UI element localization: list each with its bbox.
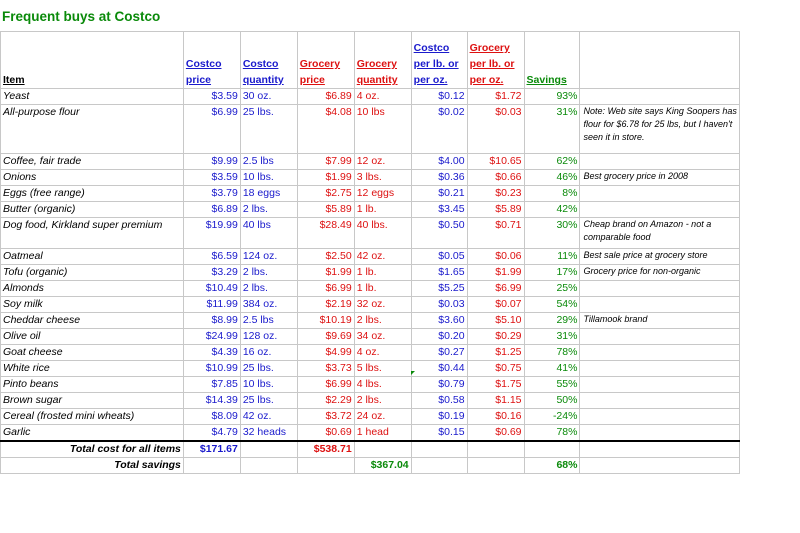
cell-note[interactable]	[580, 329, 740, 345]
cell-grocery-price[interactable]: $7.99	[297, 154, 354, 170]
cell-costco-quantity[interactable]: 25 lbs.	[240, 361, 297, 377]
cell-grocery-per-unit[interactable]: $0.69	[467, 425, 524, 442]
cell-costco-price[interactable]: $8.99	[183, 313, 240, 329]
cell-grocery-per-unit[interactable]: $0.03	[467, 105, 524, 154]
cell-costco-per-unit[interactable]: $0.02	[411, 105, 467, 154]
cell-costco-per-unit[interactable]: $0.15	[411, 425, 467, 442]
grocery-total[interactable]: $538.71	[297, 441, 354, 458]
cell-note[interactable]	[580, 154, 740, 170]
cell-item[interactable]: White rice	[1, 361, 184, 377]
cell-costco-quantity[interactable]: 10 lbs.	[240, 377, 297, 393]
cell-costco-price[interactable]: $14.39	[183, 393, 240, 409]
cell-grocery-per-unit[interactable]: $1.75	[467, 377, 524, 393]
cell-note[interactable]	[580, 409, 740, 425]
cell-savings[interactable]: 54%	[524, 297, 580, 313]
cell-grocery-quantity[interactable]: 4 oz.	[354, 89, 411, 105]
cell-grocery-per-unit[interactable]: $0.16	[467, 409, 524, 425]
cell-costco-price[interactable]: $10.49	[183, 281, 240, 297]
cell-costco-quantity[interactable]: 2 lbs.	[240, 265, 297, 281]
sheet-title[interactable]: Frequent buys at Costco	[2, 9, 161, 24]
cell-savings[interactable]: 17%	[524, 265, 580, 281]
cell-savings[interactable]: 62%	[524, 154, 580, 170]
cell-costco-per-unit[interactable]: $0.58	[411, 393, 467, 409]
cell-savings[interactable]: 29%	[524, 313, 580, 329]
cell-savings[interactable]: 31%	[524, 105, 580, 154]
cell-grocery-price[interactable]: $1.99	[297, 170, 354, 186]
cell-grocery-per-unit[interactable]: $0.71	[467, 218, 524, 249]
cell-costco-quantity[interactable]: 384 oz.	[240, 297, 297, 313]
cell-grocery-per-unit[interactable]: $5.89	[467, 202, 524, 218]
empty-cell[interactable]	[580, 458, 740, 474]
cell-item[interactable]: Almonds	[1, 281, 184, 297]
cell-item[interactable]: Oatmeal	[1, 249, 184, 265]
header-grocery-per-unit[interactable]: Grocery per lb. or per oz.	[467, 32, 524, 89]
header-grocery-price[interactable]: Grocery price	[297, 32, 354, 89]
cell-grocery-price[interactable]: $3.72	[297, 409, 354, 425]
costco-total[interactable]: $171.67	[183, 441, 240, 458]
cell-grocery-price[interactable]: $4.99	[297, 345, 354, 361]
cell-grocery-quantity[interactable]: 2 lbs.	[354, 313, 411, 329]
cell-costco-per-unit[interactable]: $0.36	[411, 170, 467, 186]
header-grocery-quantity[interactable]: Grocery quantity	[354, 32, 411, 89]
cell-item[interactable]: Pinto beans	[1, 377, 184, 393]
cell-grocery-per-unit[interactable]: $0.75	[467, 361, 524, 377]
cell-costco-per-unit[interactable]: $0.20	[411, 329, 467, 345]
cell-grocery-per-unit[interactable]: $0.23	[467, 186, 524, 202]
cell-costco-price[interactable]: $3.59	[183, 89, 240, 105]
table-row	[1, 265, 740, 281]
cell-grocery-price[interactable]: $6.89	[297, 89, 354, 105]
cell-costco-price[interactable]: $24.99	[183, 329, 240, 345]
table-row	[1, 154, 740, 170]
cell-savings[interactable]: 93%	[524, 89, 580, 105]
cell-grocery-per-unit[interactable]: $6.99	[467, 281, 524, 297]
cell-costco-price[interactable]: $4.39	[183, 345, 240, 361]
table-row	[1, 297, 740, 313]
cell-grocery-price[interactable]: $2.75	[297, 186, 354, 202]
cell-note[interactable]: Best grocery price in 2008	[580, 170, 740, 186]
cell-costco-price[interactable]: $6.59	[183, 249, 240, 265]
cell-grocery-quantity[interactable]: 5 lbs.	[354, 361, 411, 377]
cell-grocery-quantity[interactable]: 1 lb.	[354, 281, 411, 297]
table-row	[1, 313, 740, 329]
empty-cell[interactable]	[240, 458, 297, 474]
cell-costco-per-unit[interactable]: $0.12	[411, 89, 467, 105]
cell-costco-per-unit[interactable]: $0.03	[411, 297, 467, 313]
empty-cell[interactable]	[467, 458, 524, 474]
cell-costco-per-unit[interactable]: $0.21	[411, 186, 467, 202]
cell-note[interactable]	[580, 377, 740, 393]
cell-item[interactable]: Coffee, fair trade	[1, 154, 184, 170]
cell-grocery-price[interactable]: $1.99	[297, 265, 354, 281]
cell-costco-quantity[interactable]: 2.5 lbs	[240, 154, 297, 170]
cell-costco-per-unit[interactable]: $0.79	[411, 377, 467, 393]
cell-costco-per-unit[interactable]: $0.27	[411, 345, 467, 361]
table-row	[1, 249, 740, 265]
cell-costco-price[interactable]: $19.99	[183, 218, 240, 249]
cell-note[interactable]	[580, 281, 740, 297]
cell-costco-quantity[interactable]: 40 lbs	[240, 218, 297, 249]
cell-grocery-quantity[interactable]: 4 lbs.	[354, 377, 411, 393]
table-row	[1, 89, 740, 105]
cell-grocery-quantity[interactable]: 32 oz.	[354, 297, 411, 313]
empty-cell[interactable]	[580, 441, 740, 458]
table-row	[1, 393, 740, 409]
cell-grocery-quantity[interactable]: 24 oz.	[354, 409, 411, 425]
header-costco-per-unit[interactable]: Costco per lb. or per oz.	[411, 32, 467, 89]
cell-grocery-per-unit[interactable]: $0.07	[467, 297, 524, 313]
cell-grocery-price[interactable]: $6.99	[297, 377, 354, 393]
cell-grocery-quantity[interactable]: 12 eggs	[354, 186, 411, 202]
cell-grocery-price[interactable]: $4.08	[297, 105, 354, 154]
cell-costco-quantity[interactable]: 25 lbs.	[240, 105, 297, 154]
header-row	[1, 32, 740, 89]
cell-grocery-per-unit[interactable]: $0.29	[467, 329, 524, 345]
cell-grocery-price[interactable]: $9.69	[297, 329, 354, 345]
cell-grocery-per-unit[interactable]: $1.15	[467, 393, 524, 409]
cell-costco-quantity[interactable]: 25 lbs.	[240, 393, 297, 409]
cell-grocery-quantity[interactable]: 12 oz.	[354, 154, 411, 170]
cell-note[interactable]: Cheap brand on Amazon - not a comparable food	[580, 218, 740, 249]
cell-savings[interactable]: 11%	[524, 249, 580, 265]
cell-grocery-per-unit[interactable]: $10.65	[467, 154, 524, 170]
cell-item[interactable]: Dog food, Kirkland super premium	[1, 218, 184, 249]
cell-grocery-quantity[interactable]: 10 lbs	[354, 105, 411, 154]
cell-costco-quantity[interactable]: 16 oz.	[240, 345, 297, 361]
cell-costco-price[interactable]: $7.85	[183, 377, 240, 393]
cell-note[interactable]: Best sale price at grocery store	[580, 249, 740, 265]
cell-grocery-quantity[interactable]: 42 oz.	[354, 249, 411, 265]
cell-grocery-price[interactable]: $28.49	[297, 218, 354, 249]
cell-costco-per-unit[interactable]: $0.44	[411, 361, 467, 377]
cell-costco-per-unit[interactable]: $1.65	[411, 265, 467, 281]
header-item[interactable]: Item	[1, 32, 184, 89]
cell-costco-per-unit[interactable]: $3.60	[411, 313, 467, 329]
cell-note[interactable]: Tillamook brand	[580, 313, 740, 329]
cell-grocery-quantity[interactable]: 4 oz.	[354, 345, 411, 361]
header-costco-quantity[interactable]: Costco quantity	[240, 32, 297, 89]
cell-note[interactable]	[580, 297, 740, 313]
cell-item[interactable]: Olive oil	[1, 329, 184, 345]
cell-grocery-quantity[interactable]: 2 lbs.	[354, 393, 411, 409]
cell-savings[interactable]: 41%	[524, 361, 580, 377]
error-indicator-icon	[411, 371, 415, 375]
cell-grocery-price[interactable]: $6.99	[297, 281, 354, 297]
cell-savings[interactable]: 55%	[524, 377, 580, 393]
cell-costco-per-unit[interactable]: $0.50	[411, 218, 467, 249]
cell-savings[interactable]: 78%	[524, 425, 580, 442]
cell-item[interactable]: Tofu (organic)	[1, 265, 184, 281]
table-row	[1, 105, 740, 154]
empty-cell[interactable]	[354, 441, 411, 458]
cell-costco-quantity[interactable]: 2.5 lbs	[240, 313, 297, 329]
cell-savings[interactable]: 31%	[524, 329, 580, 345]
cell-costco-price[interactable]: $11.99	[183, 297, 240, 313]
price-comparison-table	[0, 31, 740, 474]
cell-note[interactable]	[580, 202, 740, 218]
cell-grocery-price[interactable]: $5.89	[297, 202, 354, 218]
cell-grocery-price[interactable]: $0.69	[297, 425, 354, 442]
cell-grocery-per-unit[interactable]: $1.25	[467, 345, 524, 361]
cell-grocery-quantity[interactable]: 3 lbs.	[354, 170, 411, 186]
cell-grocery-per-unit[interactable]: $1.72	[467, 89, 524, 105]
table-row	[1, 218, 740, 249]
cell-grocery-quantity[interactable]: 1 head	[354, 425, 411, 442]
cell-costco-quantity[interactable]: 32 heads	[240, 425, 297, 442]
cell-costco-quantity[interactable]: 128 oz.	[240, 329, 297, 345]
cell-item[interactable]: All-purpose flour	[1, 105, 184, 154]
cell-grocery-per-unit[interactable]: $5.10	[467, 313, 524, 329]
cell-costco-quantity[interactable]: 2 lbs.	[240, 202, 297, 218]
cell-item[interactable]: Onions	[1, 170, 184, 186]
cell-grocery-quantity[interactable]: 1 lb.	[354, 202, 411, 218]
total-cost-label[interactable]: Total cost for all items	[1, 441, 184, 458]
cell-costco-quantity[interactable]: 124 oz.	[240, 249, 297, 265]
cell-item[interactable]: Eggs (free range)	[1, 186, 184, 202]
empty-cell[interactable]	[297, 458, 354, 474]
table-row	[1, 202, 740, 218]
cell-costco-price[interactable]: $6.89	[183, 202, 240, 218]
cell-note[interactable]	[580, 89, 740, 105]
table-row	[1, 409, 740, 425]
cell-grocery-quantity[interactable]: 34 oz.	[354, 329, 411, 345]
table-row	[1, 186, 740, 202]
cell-costco-quantity[interactable]: 30 oz.	[240, 89, 297, 105]
cell-costco-price[interactable]: $3.59	[183, 170, 240, 186]
cell-grocery-price[interactable]: $2.50	[297, 249, 354, 265]
table-row	[1, 170, 740, 186]
header-notes[interactable]	[580, 32, 740, 89]
cell-savings[interactable]: 42%	[524, 202, 580, 218]
cell-note[interactable]	[580, 425, 740, 442]
cell-costco-quantity[interactable]: 18 eggs	[240, 186, 297, 202]
table-row	[1, 377, 740, 393]
cell-savings[interactable]: 78%	[524, 345, 580, 361]
cell-savings[interactable]: 46%	[524, 170, 580, 186]
cell-item[interactable]: Yeast	[1, 89, 184, 105]
table-row	[1, 425, 740, 442]
cell-costco-per-unit[interactable]: $3.45	[411, 202, 467, 218]
empty-cell[interactable]	[411, 441, 467, 458]
table-row	[1, 281, 740, 297]
empty-cell[interactable]	[524, 441, 580, 458]
cell-item[interactable]: Cereal (frosted mini wheats)	[1, 409, 184, 425]
table-row	[1, 329, 740, 345]
cell-grocery-quantity[interactable]: 1 lb.	[354, 265, 411, 281]
cell-costco-price[interactable]: $4.79	[183, 425, 240, 442]
empty-cell[interactable]	[467, 441, 524, 458]
cell-grocery-price[interactable]: $2.29	[297, 393, 354, 409]
cell-costco-quantity[interactable]: 2 lbs.	[240, 281, 297, 297]
cell-costco-per-unit[interactable]: $5.25	[411, 281, 467, 297]
cell-costco-quantity[interactable]: 10 lbs.	[240, 170, 297, 186]
cell-item[interactable]: Soy milk	[1, 297, 184, 313]
cell-savings[interactable]: 30%	[524, 218, 580, 249]
empty-cell[interactable]	[240, 441, 297, 458]
cell-savings[interactable]: 25%	[524, 281, 580, 297]
cell-item[interactable]: Brown sugar	[1, 393, 184, 409]
cell-note[interactable]	[580, 393, 740, 409]
cell-costco-price[interactable]: $6.99	[183, 105, 240, 154]
cell-costco-price[interactable]: $3.79	[183, 186, 240, 202]
cell-note[interactable]: Note: Web site says King Soopers has flour for $6.78 for 25 lbs, but I haven't seen it in store.	[580, 105, 740, 154]
cell-note[interactable]	[580, 186, 740, 202]
table-row	[1, 345, 740, 361]
cell-item[interactable]: Garlic	[1, 425, 184, 442]
header-savings[interactable]: Savings	[524, 32, 580, 89]
cell-costco-per-unit[interactable]: $0.05	[411, 249, 467, 265]
cell-item[interactable]: Cheddar cheese	[1, 313, 184, 329]
cell-savings[interactable]: -24%	[524, 409, 580, 425]
cell-grocery-per-unit[interactable]: $1.99	[467, 265, 524, 281]
cell-costco-price[interactable]: $10.99	[183, 361, 240, 377]
header-costco-price[interactable]: Costco price	[183, 32, 240, 89]
cell-note[interactable]	[580, 361, 740, 377]
cell-costco-per-unit[interactable]: $4.00	[411, 154, 467, 170]
total-savings-amount[interactable]: $367.04	[354, 458, 411, 474]
cell-costco-per-unit[interactable]: $0.19	[411, 409, 467, 425]
cell-savings[interactable]: 8%	[524, 186, 580, 202]
cell-note[interactable]: Grocery price for non-organic	[580, 265, 740, 281]
total-savings-percent[interactable]: 68%	[524, 458, 580, 474]
table-row	[1, 361, 740, 377]
total-savings-label[interactable]: Total savings	[1, 458, 184, 474]
cell-grocery-price[interactable]: $3.73	[297, 361, 354, 377]
cell-item[interactable]: Butter (organic)	[1, 202, 184, 218]
cell-grocery-price[interactable]: $2.19	[297, 297, 354, 313]
empty-cell[interactable]	[411, 458, 467, 474]
cell-costco-quantity[interactable]: 42 oz.	[240, 409, 297, 425]
cell-savings[interactable]: 50%	[524, 393, 580, 409]
cell-grocery-per-unit[interactable]: $0.06	[467, 249, 524, 265]
cell-grocery-per-unit[interactable]: $0.66	[467, 170, 524, 186]
total-savings-row	[1, 458, 740, 474]
empty-cell[interactable]	[183, 458, 240, 474]
cell-grocery-quantity[interactable]: 40 lbs.	[354, 218, 411, 249]
cell-costco-price[interactable]: $9.99	[183, 154, 240, 170]
cell-item[interactable]: Goat cheese	[1, 345, 184, 361]
cell-costco-price[interactable]: $3.29	[183, 265, 240, 281]
cell-note[interactable]	[580, 345, 740, 361]
total-cost-row	[1, 441, 740, 458]
cell-costco-price[interactable]: $8.09	[183, 409, 240, 425]
cell-grocery-price[interactable]: $10.19	[297, 313, 354, 329]
